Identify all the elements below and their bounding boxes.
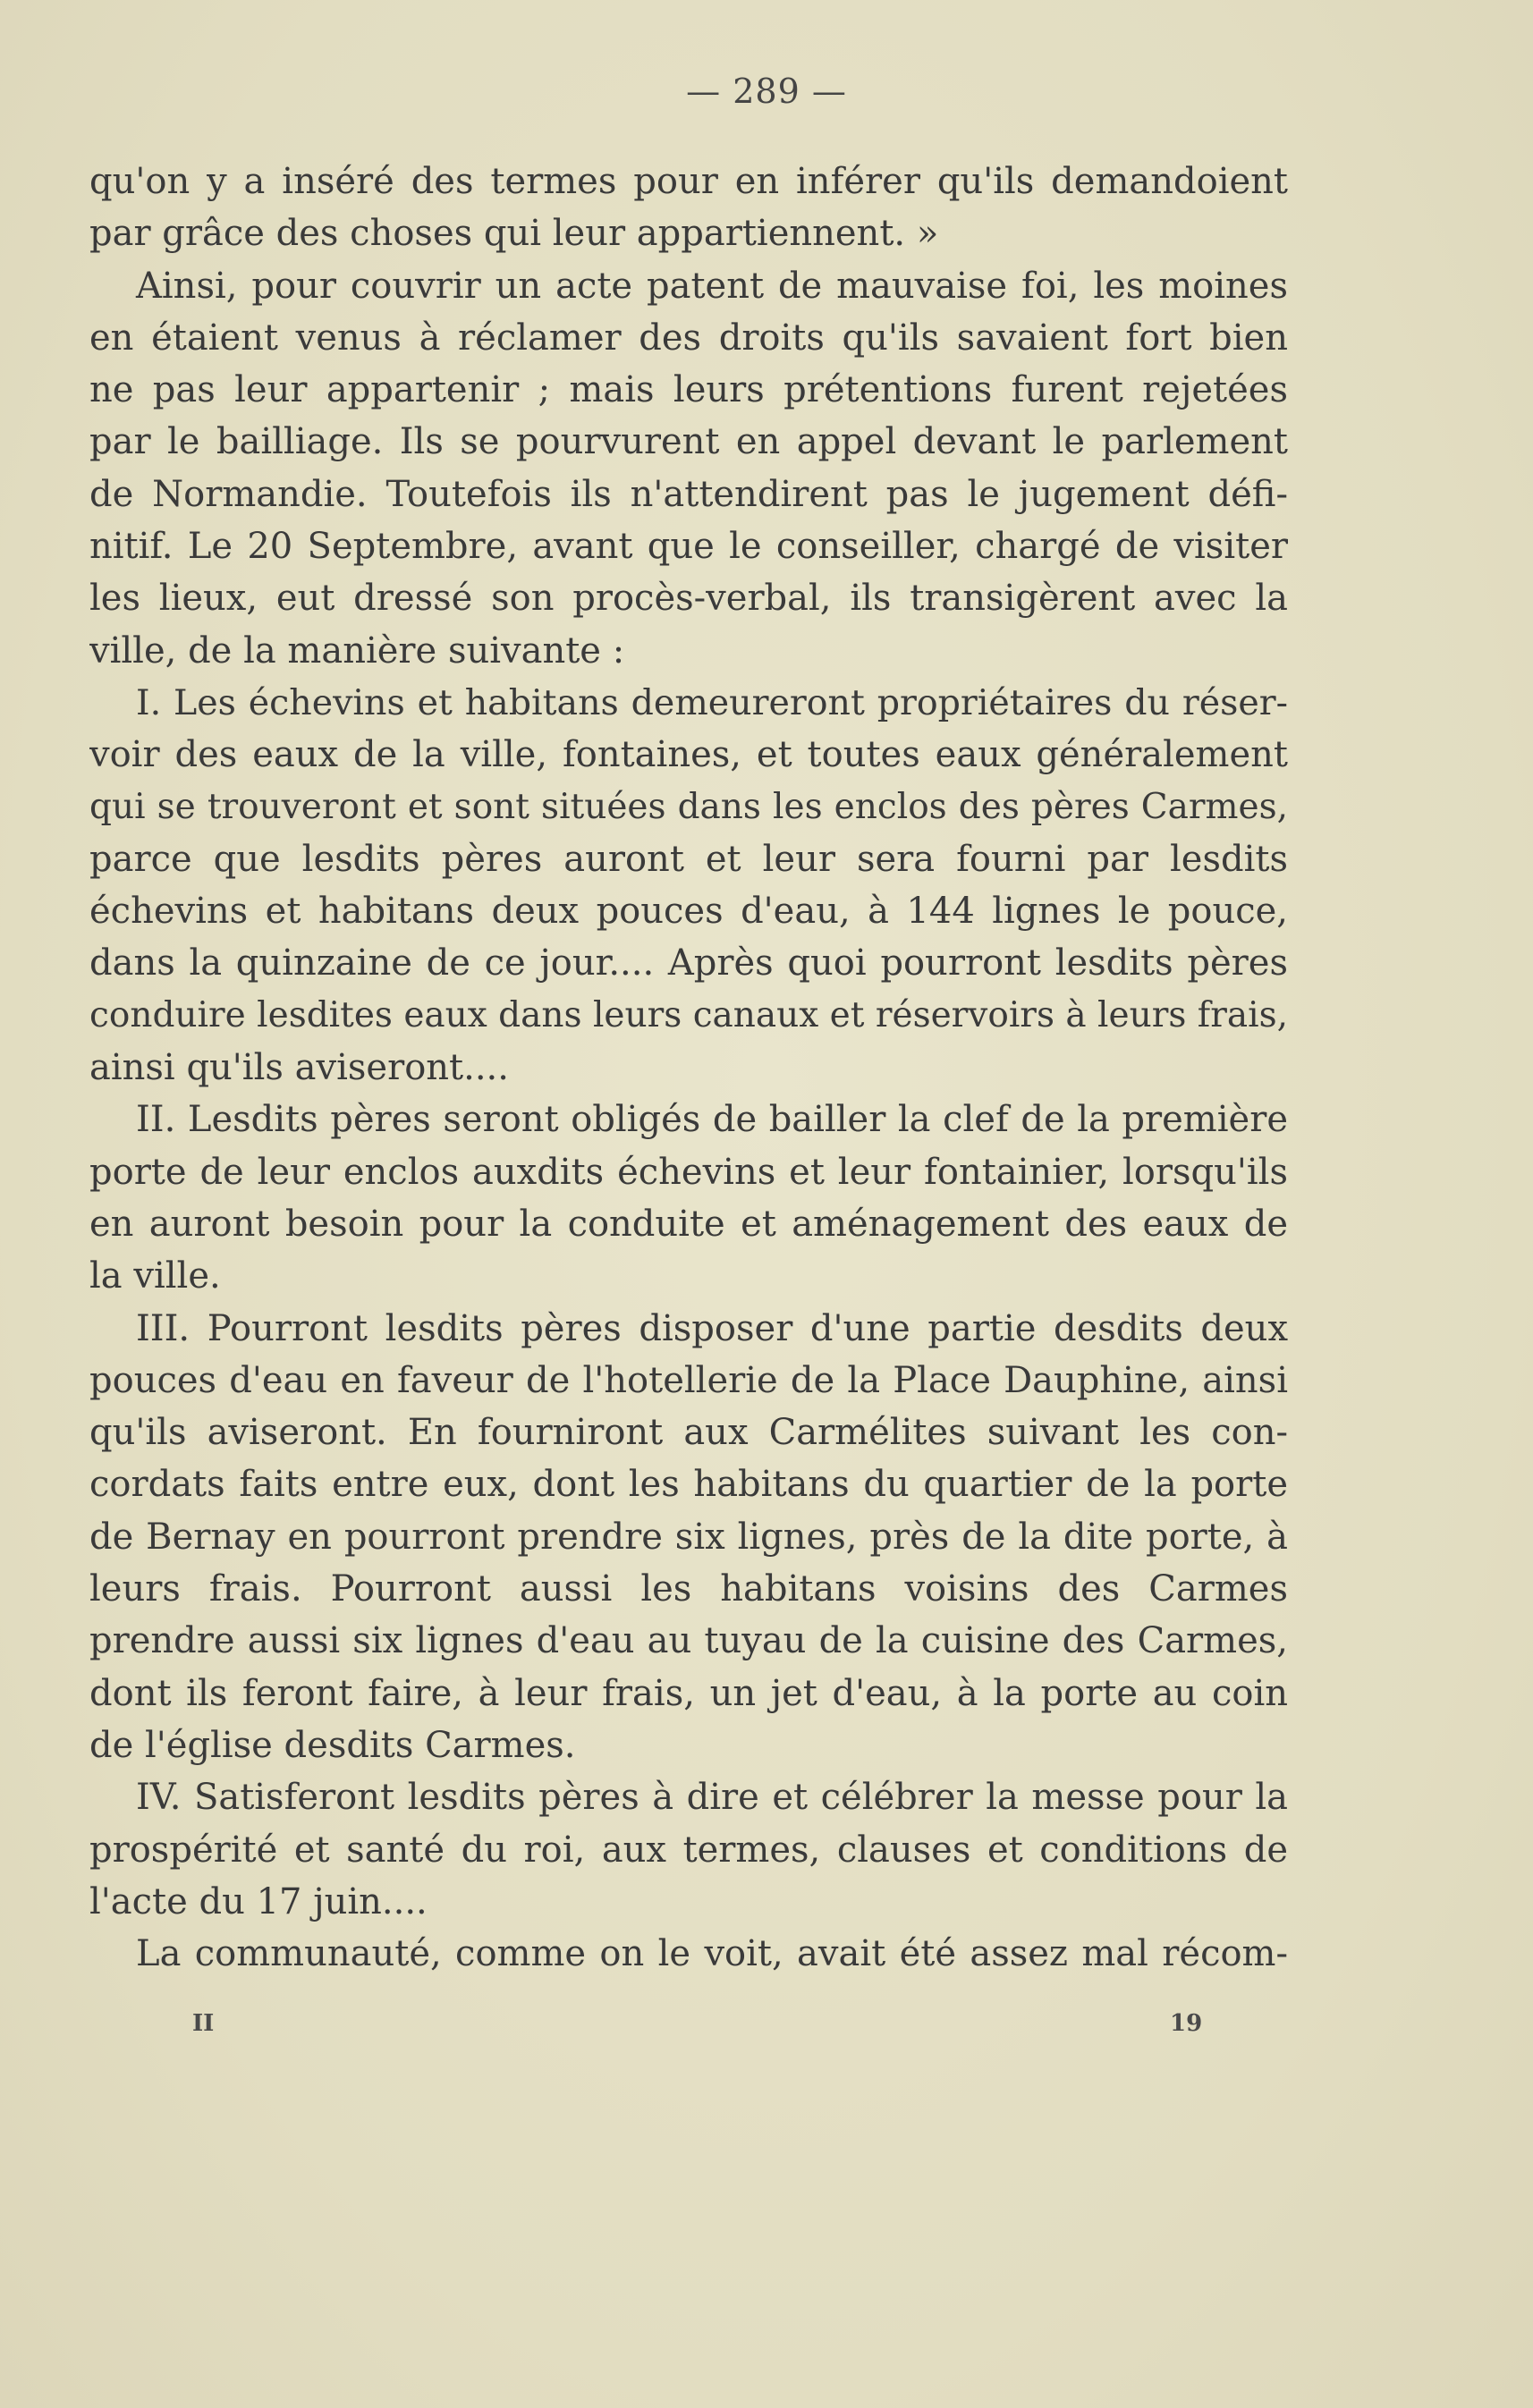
text-line: prendre aussi six lignes d'eau au tuyau de la cuisine des Carmes, xyxy=(89,1620,1288,1662)
text-line: de l'église desdits Carmes. xyxy=(89,1724,576,1766)
text-line: III. Pourront lesdits pères disposer d'une partie desdits deux xyxy=(136,1307,1288,1349)
text-line: par le bailliage. Ils se pourvurent en appel devant le parlement xyxy=(89,421,1288,463)
text-line: qu'ils aviseront. En fourniront aux Carmélites suivant les con- xyxy=(89,1412,1288,1454)
text-line: qu'on y a inséré des termes pour en inférer qu'ils demandoient xyxy=(89,161,1288,202)
text-line: leurs frais. Pourront aussi les habitans voisins des Carmes xyxy=(89,1568,1288,1610)
text-line: parce que lesdits pères auront et leur sera fourni par lesdits xyxy=(89,838,1288,880)
text-line: conduire lesdites eaux dans leurs canaux et réservoirs à leurs frais, xyxy=(89,994,1288,1035)
text-line: ne pas leur appartenir ; mais leurs prétentions furent rejetées xyxy=(89,369,1288,411)
text-line: les lieux, eut dressé son procès-verbal, ils transigèrent avec la xyxy=(89,578,1288,620)
text-line: par grâce des choses qui leur appartiennent. » xyxy=(89,213,939,255)
text-line: échevins et habitans deux pouces d'eau, à 144 lignes le pouce, xyxy=(89,891,1288,933)
text-line: la ville. xyxy=(89,1255,221,1297)
text-line: de Normandie. Toutefois ils n'attendirent pas le jugement défi- xyxy=(89,473,1288,515)
text-line: ainsi qu'ils aviseront.... xyxy=(89,1047,509,1089)
text-line: porte de leur enclos auxdits échevins et leur fontainier, lorsqu'ils xyxy=(89,1151,1288,1193)
text-line: cordats faits entre eux, dont les habitans du quartier de la porte xyxy=(89,1464,1288,1506)
text-line: en étaient venus à réclamer des droits qu'ils savaient fort bien xyxy=(89,317,1288,359)
text-line: l'acte du 17 juin.... xyxy=(89,1880,428,1922)
text-line: qui se trouveront et sont situées dans les enclos des pères Carmes, xyxy=(89,786,1288,827)
text-line: II. Lesdits pères seront obligés de bailler la clef de la première xyxy=(136,1099,1288,1141)
volume-signature: II xyxy=(192,2010,215,2037)
page-number: — 289 — xyxy=(686,72,847,111)
gathering-signature: 19 xyxy=(1170,2010,1203,2037)
text-line: IV. Satisferont lesdits pères à dire et célébrer la messe pour la xyxy=(136,1777,1288,1819)
text-line: I. Les échevins et habitans demeureront propriétaires du réser- xyxy=(136,681,1288,723)
text-line: La communauté, comme on le voit, avait été assez mal récom- xyxy=(136,1933,1288,1975)
text-line: dans la quinzaine de ce jour.... Après quoi pourront lesdits pères xyxy=(89,942,1288,984)
text-line: prospérité et santé du roi, aux termes, clauses et conditions de xyxy=(89,1829,1288,1871)
text-line: voir des eaux de la ville, fontaines, et toutes eaux généralement xyxy=(89,734,1288,776)
text-line: pouces d'eau en faveur de l'hotellerie de la Place Dauphine, ainsi xyxy=(89,1359,1288,1401)
body-text xyxy=(89,156,1288,1980)
text-line: en auront besoin pour la conduite et aménagement des eaux de xyxy=(89,1203,1288,1245)
text-line: de Bernay en pourront prendre six lignes, près de la dite porte, à xyxy=(89,1516,1288,1558)
text-line: dont ils feront faire, à leur frais, un jet d'eau, à la porte au coin xyxy=(89,1672,1288,1714)
text-line: ville, de la manière suivante : xyxy=(89,629,625,672)
text-line: Ainsi, pour couvrir un acte patent de mauvaise foi, les moines xyxy=(136,265,1288,307)
text-line: nitif. Le 20 Septembre, avant que le conseiller, chargé de visiter xyxy=(89,526,1288,568)
